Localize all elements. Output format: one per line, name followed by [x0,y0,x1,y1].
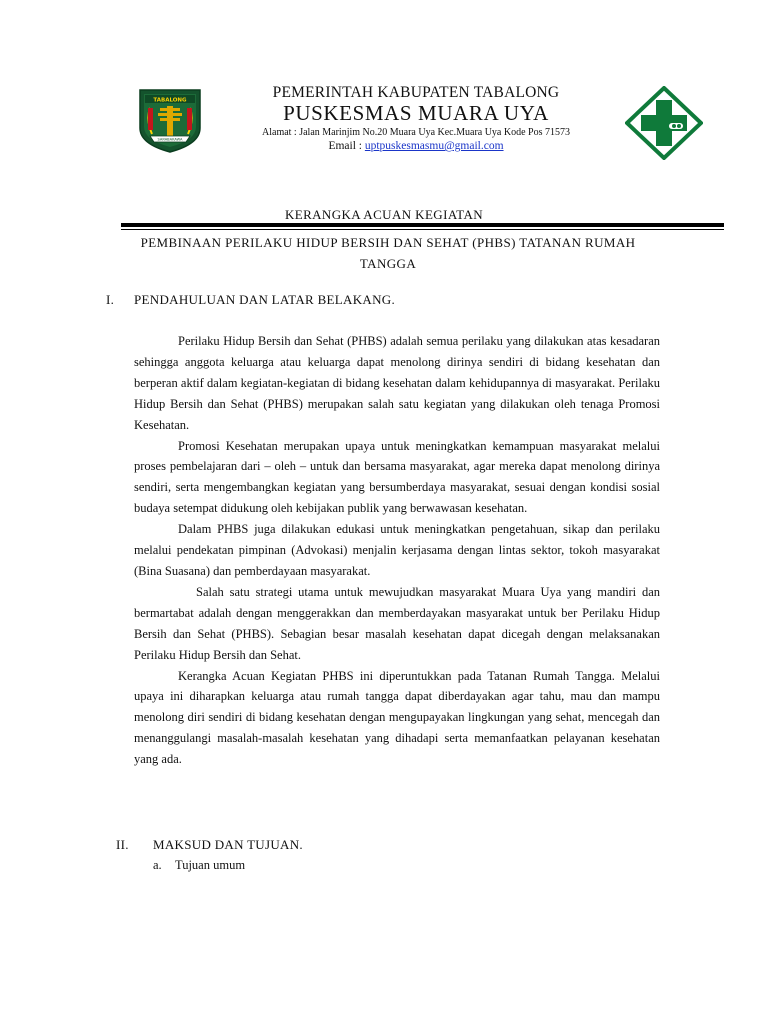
list-item-letter: a. [153,858,162,872]
puskesmas-cross-logo [625,86,703,160]
institution-name: PUSKESMAS MUARA UYA [283,101,549,125]
paragraph: Dalam PHBS juga dilakukan edukasi untuk meningkatkan pengetahuan, sikap dan perilaku melalui pendekatan pimpinan (Advokasi) menjalin kerjasama dengan lintas sektor, tokoh masyarakat (Bina Suasana) dan pemberdayaan masyarakat. [134,522,660,578]
paragraph: Kerangka Acuan Kegiatan PHBS ini diperuntukkan pada Tatanan Rumah Tangga. Melalui upaya ini diharapkan keluarga atau rumah tangga dapat diberdayakan agar tahu, mau dan mampu menolong diri sendiri di bidang kesehatan dengan mengupayakan lingkungan yang sehat, mencegah dan menanggulangi masalah-masalah kesehatan yang dihadapi serta memanfaatkan pelayanan kesehatan yang ada. [134,668,660,767]
address-line: Alamat : Jalan Marinjim No.20 Muara Uya Kec.Muara Uya Kode Pos 71573 [262,127,570,138]
header-divider-thin [121,229,724,230]
document-subtitle: PEMBINAAN PERILAKU HIDUP BERSIH DAN SEHAT (PHBS) TATANAN RUMAH TANGGA [140,235,636,271]
tabalong-emblem-logo [136,84,204,154]
paragraph: Salah satu strategi utama untuk mewujudkan masyarakat Muara Uya yang mandiri dan bermartabat adalah dengan menggerakkan dan memberdayakan masyarakat untuk ber Perilaku Hidup Bersih dan Sehat (PHBS). Sebagian besar masalah kesehatan dapat dicegah dengan melaksanakan Perilaku Hidup Bersih dan Sehat. [134,584,660,662]
document-title: KERANGKA ACUAN KEGIATAN [284,207,484,222]
paragraph: Promosi Kesehatan merupakan upaya untuk meningkatkan kemampuan masyarakat melalui proses pembelajaran dari – oleh – untuk dan bersama masyarakat, agar mereka dapat menolong dirinya sendiri, serta mengembangkan kegiatan yang bersumberdaya masyarakat, sesuai dengan kondisi sosial budaya setempat didukung oleh kebijakan publik yang berwawasan kesehatan. [134,438,660,516]
section-title: PENDAHULUAN DAN LATAR BELAKANG. [134,292,396,307]
svg-text:TABALONG: TABALONG [153,97,187,104]
list-item-text: Tujuan umum [175,858,246,872]
section-title: MAKSUD DAN TUJUAN. [153,837,303,852]
paragraph: Perilaku Hidup Bersih dan Sehat (PHBS) adalah semua perilaku yang dilakukan atas kesadaran sehingga anggota keluarga atau keluarga dapat menolong dirinya sendiri di bidang kesehatan dan berperan aktif dalam kegiatan-kegiatan di bidang kesehatan dalam kehidupannya di masyarakat. Perilaku Hidup Bersih dan Sehat (PHBS) merupakan salah satu kegiatan yang dilakukan oleh tenaga Promosi Kesehatan. [134,334,660,432]
header-divider-thick [121,223,724,227]
section-number: II. [116,837,129,852]
email-label: Email : [328,140,365,152]
government-name: PEMERINTAH KABUPATEN TABALONG [272,84,560,101]
email-line [206,139,626,153]
email-link[interactable]: uptpuskesmasmu@gmail.com [364,140,504,152]
section-number: I. [106,292,115,307]
section-1-body [134,331,660,770]
svg-text:SARABAKAWA: SARABAKAWA [157,137,183,142]
letterhead [206,84,626,153]
